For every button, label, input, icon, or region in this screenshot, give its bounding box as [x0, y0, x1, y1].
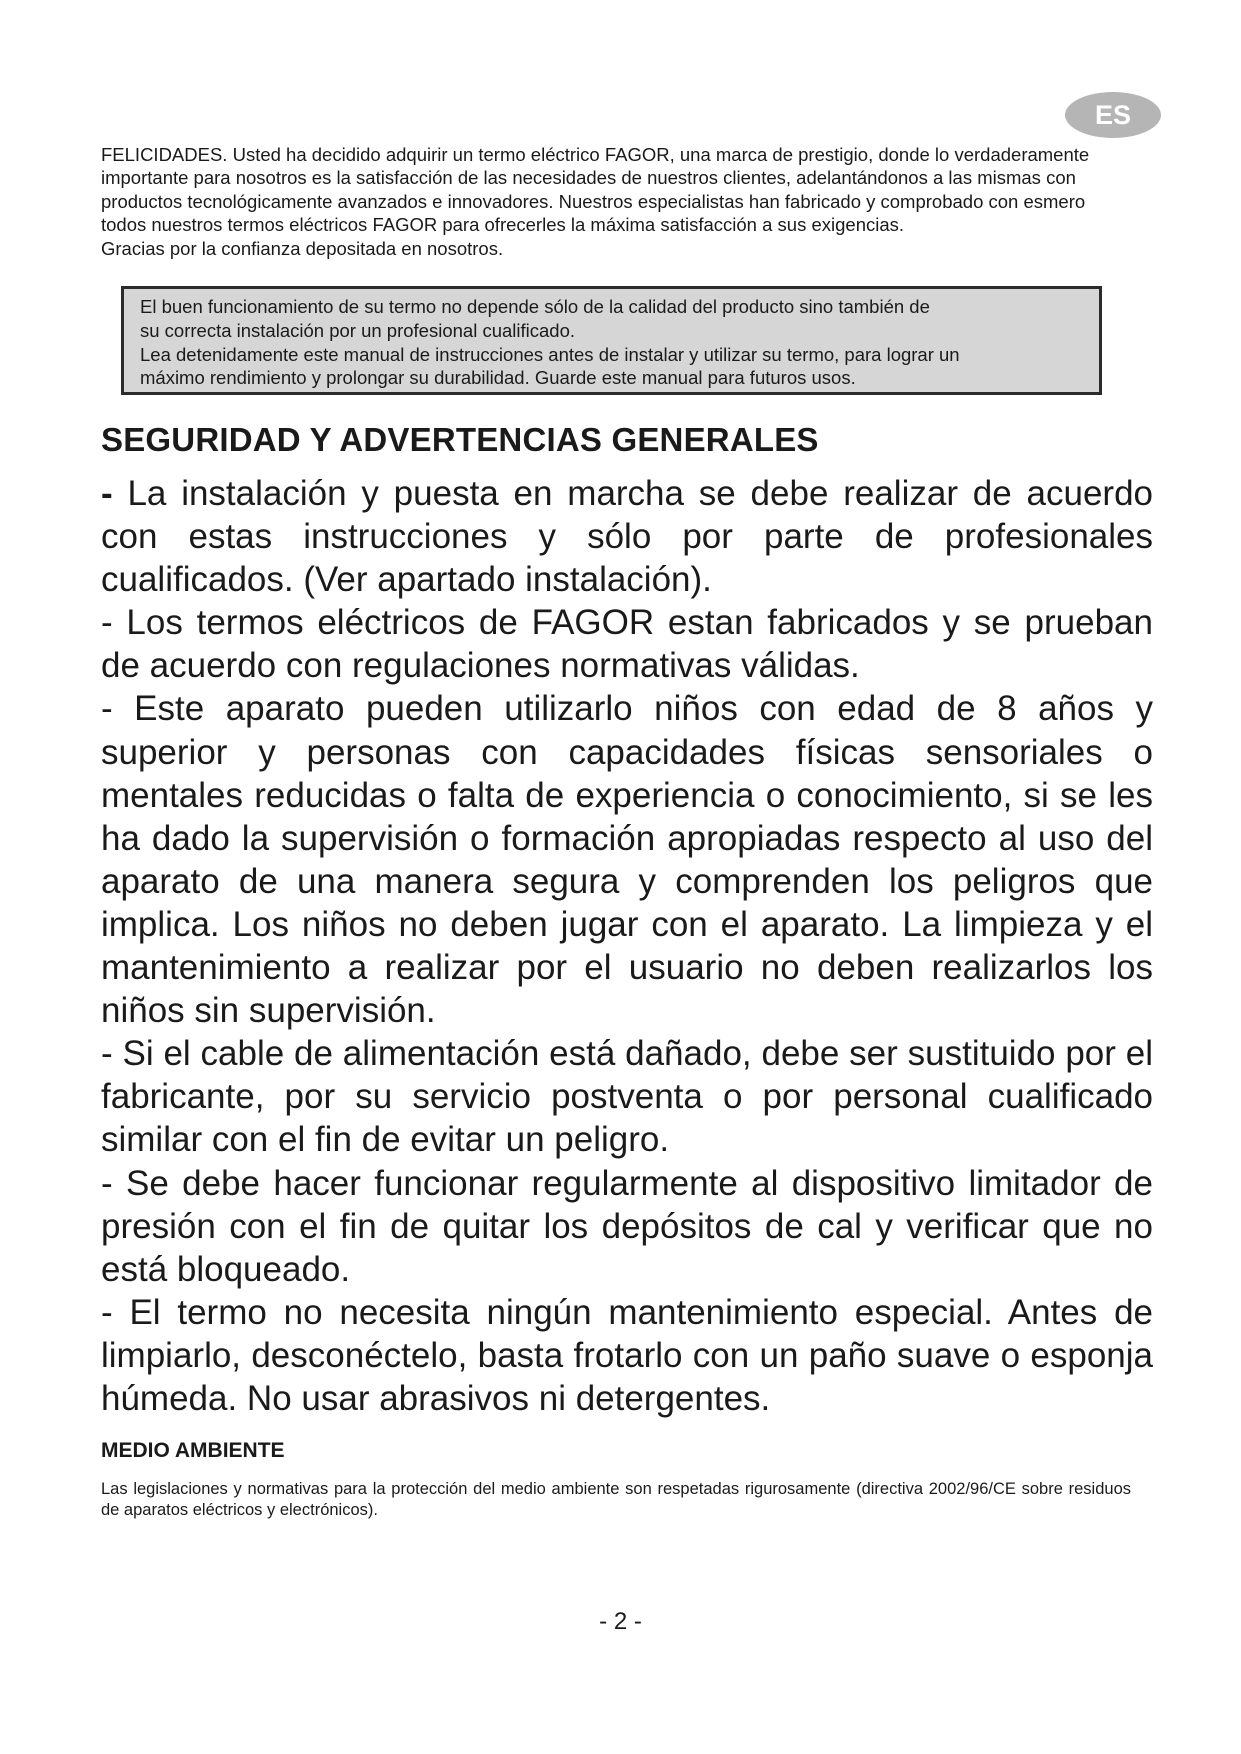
- page-number: - 2 -: [599, 1608, 642, 1635]
- warning-item: - Este aparato pueden utilizarlo niños con edad de 8 años y superior y personas con capacidades físicas sensoriales o mentales reducidas o falta de experiencia o conocimiento, si se les ha dado la supervisión o formación apropiadas respecto al uso del aparato de una manera segura y comprenden los peligros que implica. Los niños no deben jugar con el aparato. La limpieza y el mantenimiento a realizar por el usuario no deben realizarlos los niños sin supervisión.: [101, 689, 1153, 1031]
- warning-dash: -: [101, 474, 113, 513]
- notice-line: su correcta instalación por un profesional cualificado.: [140, 319, 575, 341]
- environment-title: MEDIO AMBIENTE: [101, 1439, 285, 1462]
- notice-line: Lea detenidamente este manual de instrucciones antes de instalar y utilizar su termo, para lograr un: [140, 343, 960, 365]
- language-badge: ES: [1065, 92, 1161, 138]
- intro-line: productos tecnológicamente avanzados e innovadores. Nuestros especialistas han fabricado y comprobado con esmero: [101, 190, 1086, 212]
- installation-notice-box: [121, 286, 1102, 395]
- notice-line: El buen funcionamiento de su termo no depende sólo de la calidad del producto sino también de: [140, 296, 930, 317]
- warning-item: - Si el cable de alimentación está dañado, debe ser sustituido por el fabricante, por su servicio postventa o por personal cualificado similar con el fin de evitar un peligro.: [101, 1034, 1153, 1160]
- warning-item: - El termo no necesita ningún mantenimiento especial. Antes de limpiarlo, desconéctelo, basta frotarlo con un paño suave o esponja húmeda. No usar abrasivos ni detergentes.: [101, 1292, 1153, 1418]
- intro-line: todos nuestros termos eléctricos FAGOR para ofrecerles la máxima satisfacción a sus exigencias.: [101, 214, 905, 236]
- warning-item: - Los termos eléctricos de FAGOR estan fabricados y se prueban de acuerdo con regulaciones normativas válidas.: [101, 603, 1153, 686]
- warning-text: La instalación y puesta en marcha se debe realizar de acuerdo con estas instrucciones y sólo por parte de profesionales cualificados. (Ver apartado instalación).: [101, 474, 1153, 600]
- intro-line: importante para nosotros es la satisfacción de las necesidades de nuestros clientes, adelantándonos a las mismas con: [101, 167, 1076, 189]
- environment-text: Las legislaciones y normativas para la protección del medio ambiente son respetadas rigurosamente (directiva 2002/96/CE sobre residuos de aparatos eléctricos y electrónicos).: [101, 1480, 1131, 1519]
- intro-paragraph: [101, 143, 1141, 260]
- warning-item: - Se debe hacer funcionar regularmente al dispositivo limitador de presión con el fin de quitar los depósitos de cal y verificar que no está bloqueado.: [101, 1163, 1153, 1289]
- safety-section-title: SEGURIDAD Y ADVERTENCIAS GENERALES: [101, 421, 819, 458]
- intro-line: Gracias por la confianza depositada en nosotros.: [101, 237, 504, 259]
- notice-line: máximo rendimiento y prolongar su durabilidad. Guarde este manual para futuros usos.: [140, 367, 856, 389]
- intro-line: FELICIDADES. Usted ha decidido adquirir un termo eléctrico FAGOR, una marca de prestigio, donde lo verdaderamente: [101, 144, 1090, 165]
- warning-item: [101, 472, 1153, 601]
- safety-warnings-list: [101, 472, 1153, 1420]
